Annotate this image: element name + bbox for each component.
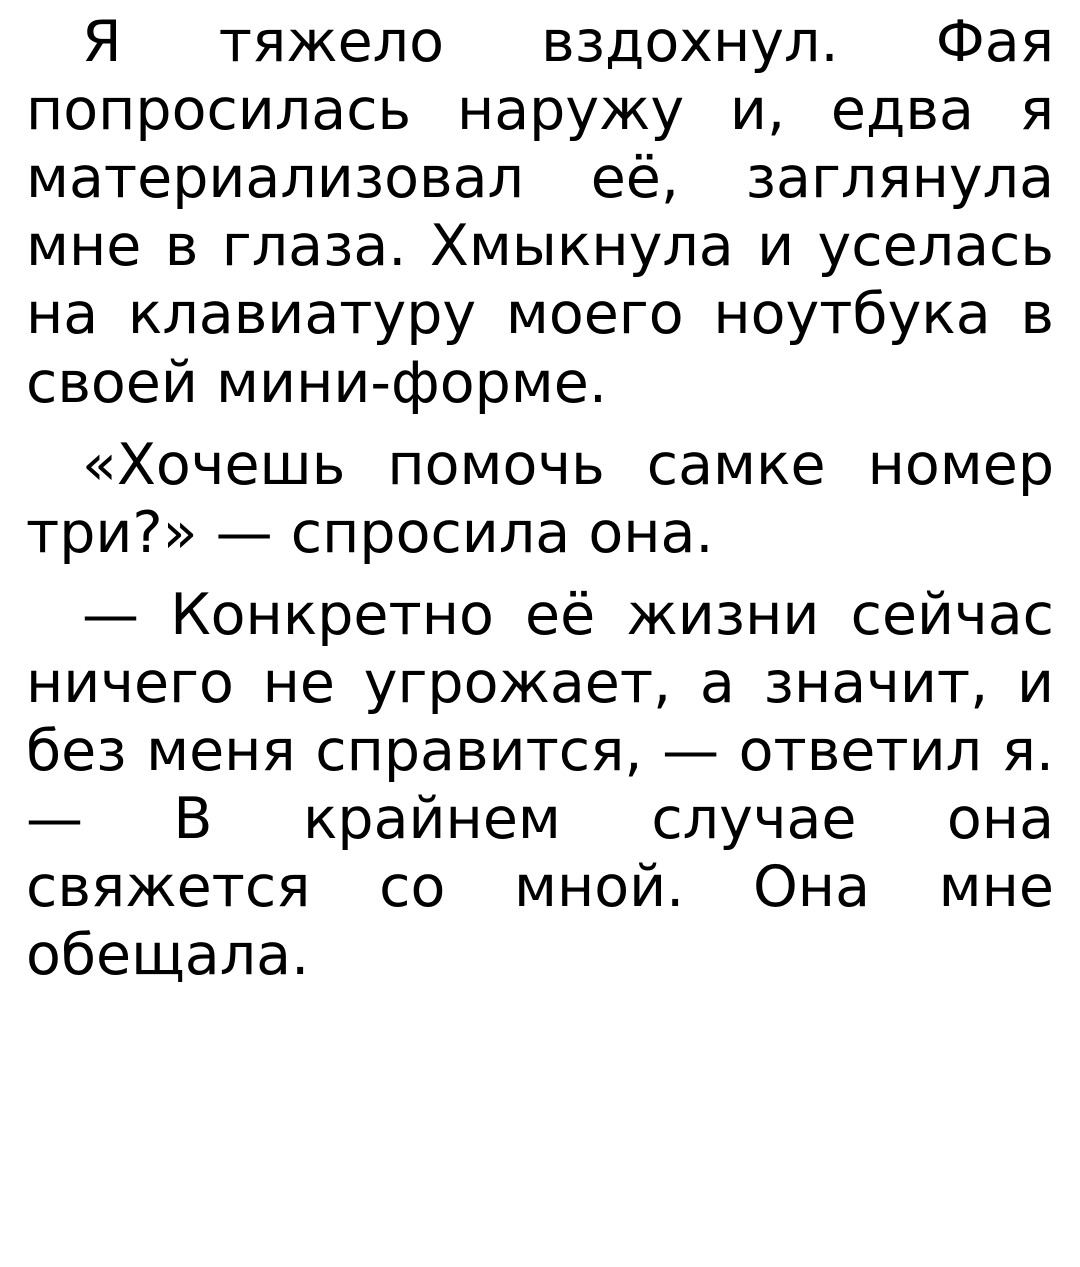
paragraph-3: — Конкретно её жизни сейчас ничего не угрожает, а значит, и без меня справится, — ответил я. — В крайнем случае она свяжется со мной. Она мне обещала. xyxy=(26,581,1054,989)
paragraph-1: Я тяжело вздохнул. Фая попросилась наружу и, едва я материализовал её, заглянула мне в глаза. Хмыкнула и уселась на клавиатуру моего ноутбука в своей мини-форме. xyxy=(26,9,1054,416)
paragraph-2: «Хочешь помочь самке номер три?» — спросила она. xyxy=(26,431,1054,566)
